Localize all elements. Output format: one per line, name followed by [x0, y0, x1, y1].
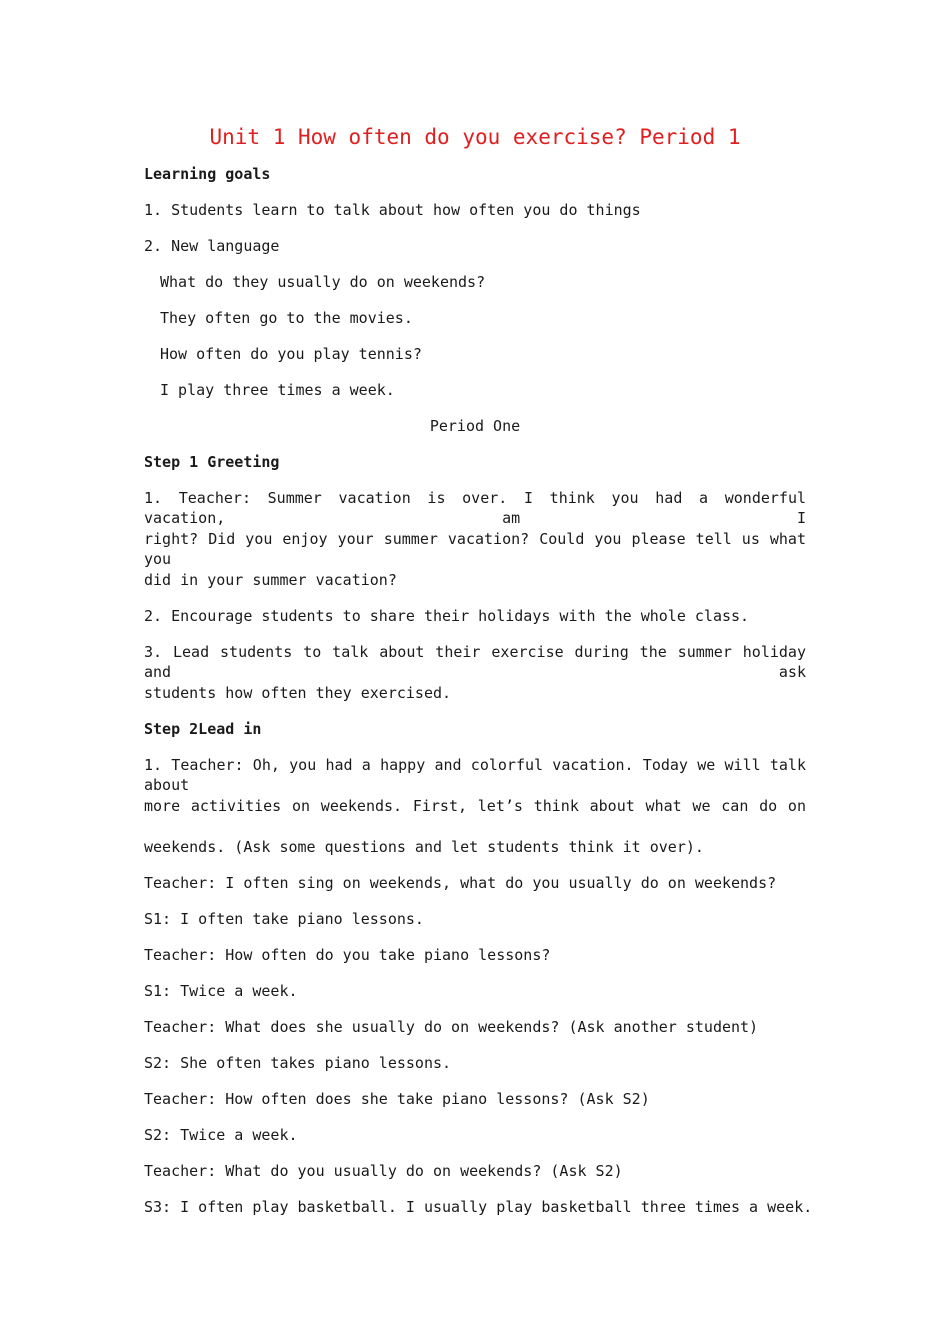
step-2-paragraph-1-line: 1. Teacher: Oh, you had a happy and colorful vacation. Today we will talk about — [144, 756, 806, 794]
dialogue-line: S1: Twice a week. — [144, 982, 298, 1000]
learning-goals-heading: Learning goals — [144, 165, 271, 183]
language-example: I play three times a week. — [160, 381, 395, 399]
goal-item-2: 2. New language — [144, 237, 280, 255]
step-1-paragraph-1-line: right? Did you enjoy your summer vacation? Could you please tell us what you — [144, 530, 806, 568]
step-2-paragraph-1-line: more activities on weekends. First, let’s think about what we can do on — [144, 797, 806, 815]
dialogue-line: S2: She often takes piano lessons. — [144, 1054, 452, 1072]
step-1-paragraph-1-line: 1. Teacher: Summer vacation is over. I think you had a wonderful vacation, am I — [144, 489, 806, 527]
language-example: They often go to the movies. — [160, 309, 413, 327]
period-heading: Period One — [429, 417, 521, 435]
dialogue-line: S1: I often take piano lessons. — [144, 910, 424, 928]
dialogue-line: Teacher: I often sing on weekends, what do you usually do on weekends? — [144, 874, 777, 892]
step-1-paragraph-3-line: 3. Lead students to talk about their exercise during the summer holiday and ask — [144, 643, 806, 681]
step-1-paragraph-1-line: did in your summer vacation? — [144, 571, 397, 589]
step-1-paragraph-2: 2. Encourage students to share their holidays with the whole class. — [144, 607, 750, 625]
language-example: How often do you play tennis? — [160, 345, 422, 363]
goal-item-1: 1. Students learn to talk about how often you do things — [144, 201, 641, 219]
dialogue-line: S3: I often play basketball. I usually play basketball three times a week. — [144, 1198, 813, 1216]
dialogue-line: S2: Twice a week. — [144, 1126, 298, 1144]
document-title: Unit 1 How often do you exercise? Period 1 — [209, 125, 741, 149]
step-1-paragraph-3-line: students how often they exercised. — [144, 684, 452, 702]
dialogue-line: Teacher: What does she usually do on weekends? (Ask another student) — [144, 1018, 759, 1036]
dialogue-line: Teacher: How often does she take piano lessons? (Ask S2) — [144, 1090, 650, 1108]
language-example: What do they usually do on weekends? — [160, 273, 486, 291]
step-2-paragraph-1-line: weekends. (Ask some questions and let students think it over). — [144, 838, 704, 856]
dialogue-line: Teacher: What do you usually do on weekends? (Ask S2) — [144, 1162, 623, 1180]
step-1-heading: Step 1 Greeting — [144, 453, 280, 471]
step-2-heading: Step 2Lead in — [144, 720, 262, 738]
dialogue-line: Teacher: How often do you take piano lessons? — [144, 946, 551, 964]
